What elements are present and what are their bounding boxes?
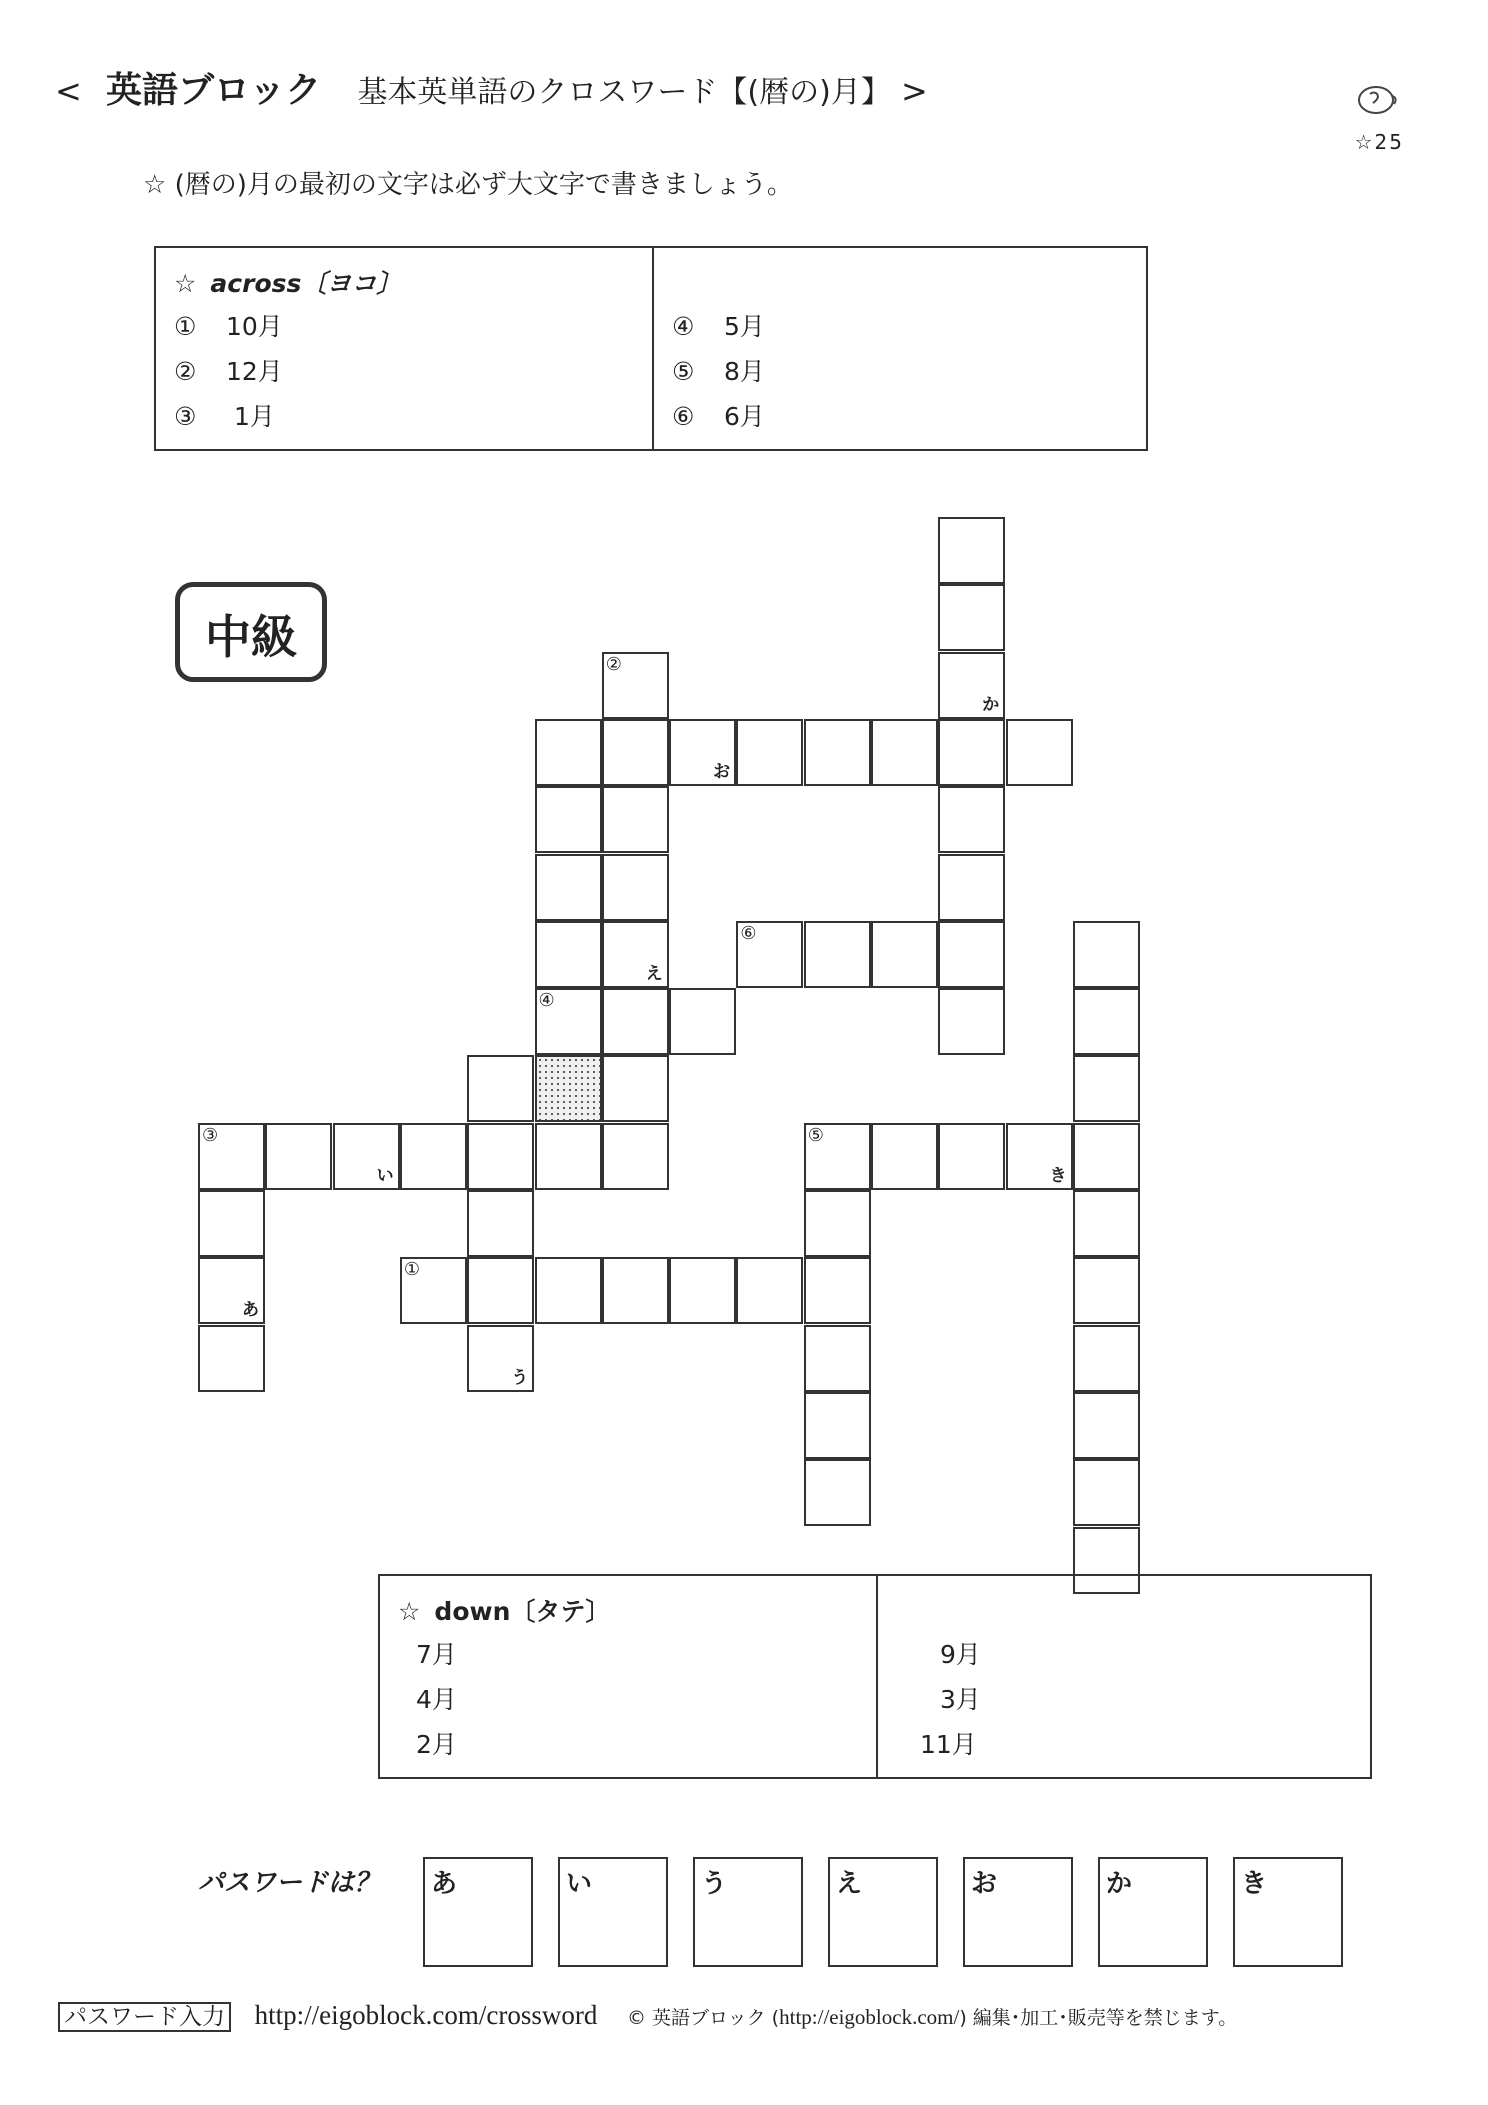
crossword-cell[interactable] xyxy=(535,988,602,1055)
crossword-cell[interactable] xyxy=(535,921,602,988)
crossword-url-link[interactable]: http://eigoblock.com/crossword xyxy=(254,2000,598,2030)
star-icon: ☆ xyxy=(398,1597,421,1626)
password-box-ki[interactable]: き xyxy=(1233,1857,1343,1967)
crossword-cell[interactable] xyxy=(467,1257,534,1324)
clue-down-5: 3月 xyxy=(940,1685,981,1714)
crossword-cell[interactable] xyxy=(871,719,938,786)
crossword-cell[interactable] xyxy=(400,1257,467,1324)
footer xyxy=(58,1998,1237,2031)
clue-across-6: ⑥ 6月 xyxy=(672,402,765,431)
crossword-cell[interactable] xyxy=(602,786,669,853)
crossword-cell[interactable] xyxy=(265,1123,332,1190)
instruction-text: ☆ (暦の)月の最初の文字は必ず大文字で書きましょう。 xyxy=(143,170,793,200)
copyright-notice: © 英語ブロック (http://eigoblock.com/) 編集･加工･販売等を禁じます。 xyxy=(626,2005,1238,2029)
password-box-u[interactable]: う xyxy=(693,1857,803,1967)
clue-down-3: 2月 xyxy=(416,1730,457,1759)
star-icon: ☆ xyxy=(174,269,197,298)
password-letter-marker: あ xyxy=(242,1300,259,1321)
crossword-cell[interactable] xyxy=(602,921,669,988)
crossword-cell[interactable] xyxy=(938,652,1005,719)
crossword-cell[interactable] xyxy=(535,719,602,786)
brand-logo: 英語ブロック xyxy=(105,70,322,111)
crossword-cell[interactable] xyxy=(938,517,1005,584)
header-right-bracket: > xyxy=(901,72,928,110)
crossword-cell[interactable] xyxy=(938,1123,1005,1190)
across-clues-right xyxy=(653,247,1147,450)
password-label: パスワードは？ xyxy=(198,1868,381,1898)
password-box-o[interactable]: お xyxy=(963,1857,1073,1967)
crossword-cell[interactable] xyxy=(602,1055,669,1122)
password-letter-marker: い xyxy=(376,1165,394,1186)
clue-number: ⑥ xyxy=(740,922,757,944)
crossword-cell[interactable] xyxy=(804,921,871,988)
mascot-face-icon xyxy=(1354,82,1400,116)
clue-down-2: 4月 xyxy=(416,1685,457,1714)
clue-down-4: 9月 xyxy=(940,1640,981,1669)
clue-number: ⑤ xyxy=(807,1124,824,1146)
down-heading: ☆ down〔タテ〕 xyxy=(398,1597,611,1626)
password-box-i[interactable]: い xyxy=(558,1857,668,1967)
crossword-cell[interactable] xyxy=(871,921,938,988)
crossword-cell[interactable] xyxy=(938,719,1005,786)
password-letter-marker: う xyxy=(511,1367,529,1388)
crossword-cell[interactable] xyxy=(804,1392,871,1459)
crossword-cell[interactable] xyxy=(602,854,669,921)
clue-number: ④ xyxy=(538,990,555,1012)
page-number: ☆25 xyxy=(1354,130,1404,154)
crossword-cell[interactable] xyxy=(198,1190,265,1257)
crossword-cell[interactable] xyxy=(602,719,669,786)
header xyxy=(55,62,928,113)
crossword-cell[interactable] xyxy=(736,921,803,988)
crossword-cell[interactable] xyxy=(804,1190,871,1257)
clue-number: ③ xyxy=(202,1124,219,1146)
crossword-cell[interactable] xyxy=(198,1257,265,1324)
password-letter-marker: お xyxy=(713,761,731,782)
crossword-cell[interactable] xyxy=(1073,1055,1140,1122)
clue-across-1: ① 10月 xyxy=(174,312,283,341)
crossword-cell[interactable] xyxy=(467,1325,534,1392)
crossword-cell[interactable] xyxy=(804,1257,871,1324)
clue-across-2: ② 12月 xyxy=(174,357,283,386)
crossword-cell[interactable] xyxy=(400,1123,467,1190)
crossword-cell[interactable] xyxy=(669,988,736,1055)
crossword-cell[interactable] xyxy=(804,719,871,786)
crossword-cell[interactable] xyxy=(1073,1257,1140,1324)
crossword-grid xyxy=(198,517,1214,1533)
crossword-cell[interactable] xyxy=(938,584,1005,651)
password-letter-marker: え xyxy=(645,963,663,984)
crossword-cell[interactable] xyxy=(333,1123,400,1190)
crossword-cell[interactable] xyxy=(1006,1123,1073,1190)
crossword-cell[interactable] xyxy=(602,988,669,1055)
crossword-cell[interactable] xyxy=(602,1257,669,1324)
crossword-cell[interactable] xyxy=(804,1123,871,1190)
password-letter-marker: か xyxy=(982,694,1000,715)
page-title: 基本英単語のクロスワード【(暦の)月】 xyxy=(357,75,891,110)
down-clues-box xyxy=(378,1574,1372,1779)
crossword-cell[interactable] xyxy=(1073,1459,1140,1526)
crossword-cell[interactable] xyxy=(938,786,1005,853)
crossword-cell[interactable] xyxy=(1073,988,1140,1055)
crossword-cell[interactable] xyxy=(938,921,1005,988)
crossword-cell[interactable] xyxy=(669,719,736,786)
password-letter-marker: き xyxy=(1049,1165,1067,1186)
password-box-a[interactable]: あ xyxy=(423,1857,533,1967)
crossword-cell[interactable] xyxy=(804,1459,871,1526)
clue-down-6: 11月 xyxy=(920,1730,977,1759)
crossword-cell[interactable] xyxy=(467,1055,534,1122)
crossword-cell[interactable] xyxy=(871,1123,938,1190)
crossword-cell[interactable] xyxy=(535,1257,602,1324)
crossword-cell[interactable] xyxy=(1073,1123,1140,1190)
crossword-cell[interactable] xyxy=(804,1325,871,1392)
across-heading: ☆ across〔ヨコ〕 xyxy=(174,269,402,298)
clue-number: ① xyxy=(403,1259,421,1281)
clue-across-3: ③ 1月 xyxy=(174,402,275,431)
crossword-cell[interactable] xyxy=(1073,1190,1140,1257)
across-clues-box xyxy=(154,246,1148,451)
clue-number: ② xyxy=(605,653,622,675)
crossword-cell[interactable] xyxy=(602,652,669,719)
password-box-ka[interactable]: か xyxy=(1098,1857,1208,1967)
password-input-link[interactable]: パスワード入力 xyxy=(58,2002,231,2032)
crossword-cell[interactable] xyxy=(938,854,1005,921)
crossword-cell[interactable] xyxy=(602,1123,669,1190)
clue-down-1: 7月 xyxy=(416,1640,457,1669)
password-box-e[interactable]: え xyxy=(828,1857,938,1967)
crossword-cell[interactable] xyxy=(198,1123,265,1190)
crossword-cell[interactable] xyxy=(1073,921,1140,988)
crossword-cell[interactable] xyxy=(736,1257,803,1324)
crossword-cell[interactable] xyxy=(669,1257,736,1324)
across-clues-left xyxy=(155,247,653,450)
crossword-cell[interactable] xyxy=(1006,719,1073,786)
crossword-cell[interactable] xyxy=(467,1123,534,1190)
down-clues-right xyxy=(877,1575,1371,1778)
level-badge: 中級 xyxy=(175,582,327,682)
crossword-shaded-cell xyxy=(535,1055,602,1122)
down-clues-left xyxy=(379,1575,877,1778)
crossword-cell[interactable] xyxy=(736,719,803,786)
crossword-cell[interactable] xyxy=(535,786,602,853)
clue-across-4: ④ 5月 xyxy=(672,312,765,341)
clue-across-5: ⑤ 8月 xyxy=(672,357,765,386)
crossword-cell[interactable] xyxy=(535,854,602,921)
crossword-cell[interactable] xyxy=(467,1190,534,1257)
crossword-cell[interactable] xyxy=(1073,1325,1140,1392)
crossword-cell[interactable] xyxy=(938,988,1005,1055)
header-left-bracket: < xyxy=(55,72,82,110)
crossword-cell[interactable] xyxy=(198,1325,265,1392)
crossword-cell[interactable] xyxy=(1073,1392,1140,1459)
crossword-cell[interactable] xyxy=(535,1123,602,1190)
